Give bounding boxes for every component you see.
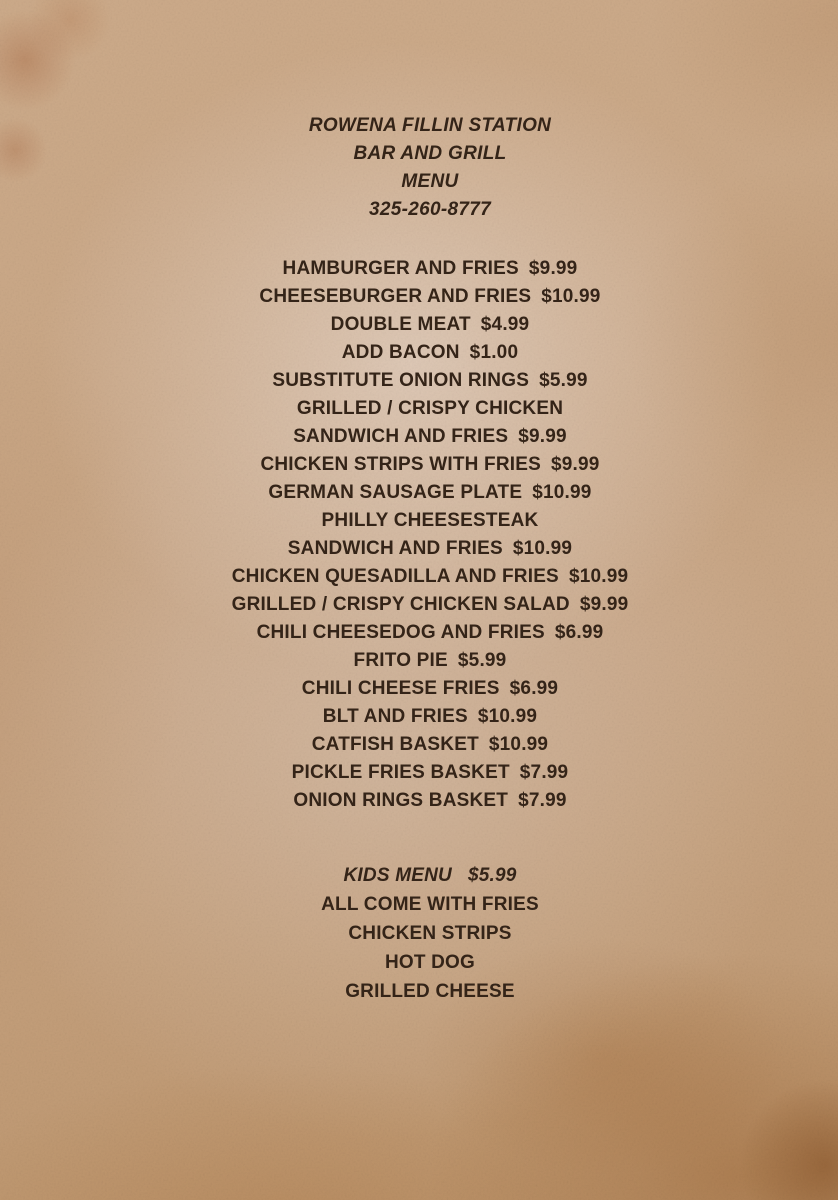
menu-item — [22, 311, 838, 339]
kids-menu-title: KIDS MENU — [343, 865, 452, 886]
item-price: $5.99 — [457, 650, 507, 671]
kids-menu-section — [22, 861, 838, 1006]
menu-item — [22, 563, 838, 591]
menu-item — [22, 535, 838, 563]
item-name: CHEESEBURGER AND FRIES — [259, 286, 532, 307]
item-name: PHILLY CHEESESTEAK — [321, 510, 539, 531]
item-price: $6.99 — [509, 678, 559, 699]
item-name: FRITO PIE — [353, 650, 448, 671]
kids-menu-item: GRILLED CHEESE — [345, 981, 515, 1002]
menu-title: MENU — [401, 171, 459, 192]
item-price: $10.99 — [512, 538, 573, 559]
menu-item — [22, 731, 838, 759]
menu-item — [22, 787, 838, 815]
item-name: PICKLE FRIES BASKET — [291, 762, 510, 783]
item-name: GERMAN SAUSAGE PLATE — [268, 482, 523, 503]
menu-item — [22, 675, 838, 703]
menu-item — [22, 395, 838, 423]
menu-item — [22, 283, 838, 311]
menu-item — [22, 479, 838, 507]
item-price: $9.99 — [528, 258, 578, 279]
menu-header — [22, 112, 838, 224]
menu-item — [22, 367, 838, 395]
item-price: $5.99 — [539, 370, 588, 391]
item-name: ADD BACON — [341, 342, 460, 363]
menu-item — [22, 451, 838, 479]
item-price: $9.99 — [550, 454, 600, 475]
phone-number: 325-260-8777 — [369, 199, 491, 220]
item-price: $9.99 — [518, 426, 567, 447]
item-name: SANDWICH AND FRIES — [293, 426, 509, 447]
item-price: $7.99 — [519, 762, 569, 783]
menu-item — [22, 423, 838, 451]
item-name: CHICKEN STRIPS WITH FRIES — [260, 454, 541, 475]
item-name: ONION RINGS BASKET — [293, 790, 509, 811]
menu-item — [22, 255, 838, 283]
item-name: CHILI CHEESEDOG AND FRIES — [256, 622, 545, 643]
menu-item — [22, 759, 838, 787]
kids-menu-title-line — [22, 861, 838, 890]
menu-item — [22, 507, 838, 535]
item-name: SUBSTITUTE ONION RINGS — [272, 370, 530, 391]
item-name: GRILLED / CRISPY CHICKEN SALAD — [231, 594, 570, 615]
kids-menu-item: HOT DOG — [384, 952, 476, 973]
menu-item — [22, 647, 838, 675]
menu-item — [22, 619, 838, 647]
item-name: CHILI CHEESE FRIES — [301, 678, 500, 699]
item-name: SANDWICH AND FRIES — [287, 538, 503, 559]
item-price: $10.99 — [488, 734, 549, 755]
item-name: HAMBURGER AND FRIES — [282, 258, 519, 279]
menu-item-list — [22, 255, 838, 815]
item-price: $7.99 — [518, 790, 567, 811]
item-price: $9.99 — [579, 594, 629, 615]
restaurant-subtitle: BAR AND GRILL — [353, 143, 507, 164]
kids-menu-price: $5.99 — [467, 865, 517, 886]
menu-item — [22, 339, 838, 367]
item-name: BLT AND FRIES — [322, 706, 468, 727]
item-price: $10.99 — [532, 482, 592, 503]
item-price: $10.99 — [568, 566, 629, 587]
item-price: $6.99 — [554, 622, 604, 643]
item-price: $10.99 — [541, 286, 601, 307]
restaurant-name: ROWENA FILLIN STATION — [308, 115, 552, 136]
menu-item — [22, 591, 838, 619]
menu-item — [22, 703, 838, 731]
item-price: $10.99 — [477, 706, 538, 727]
item-price: $4.99 — [480, 314, 530, 335]
item-name: GRILLED / CRISPY CHICKEN — [296, 398, 564, 419]
kids-menu-item: CHICKEN STRIPS — [348, 923, 512, 944]
kids-menu-note: ALL COME WITH FRIES — [321, 894, 539, 915]
item-name: CATFISH BASKET — [311, 734, 479, 755]
item-price: $1.00 — [469, 342, 519, 363]
item-name: CHICKEN QUESADILLA AND FRIES — [231, 566, 559, 587]
item-name: DOUBLE MEAT — [330, 314, 471, 335]
